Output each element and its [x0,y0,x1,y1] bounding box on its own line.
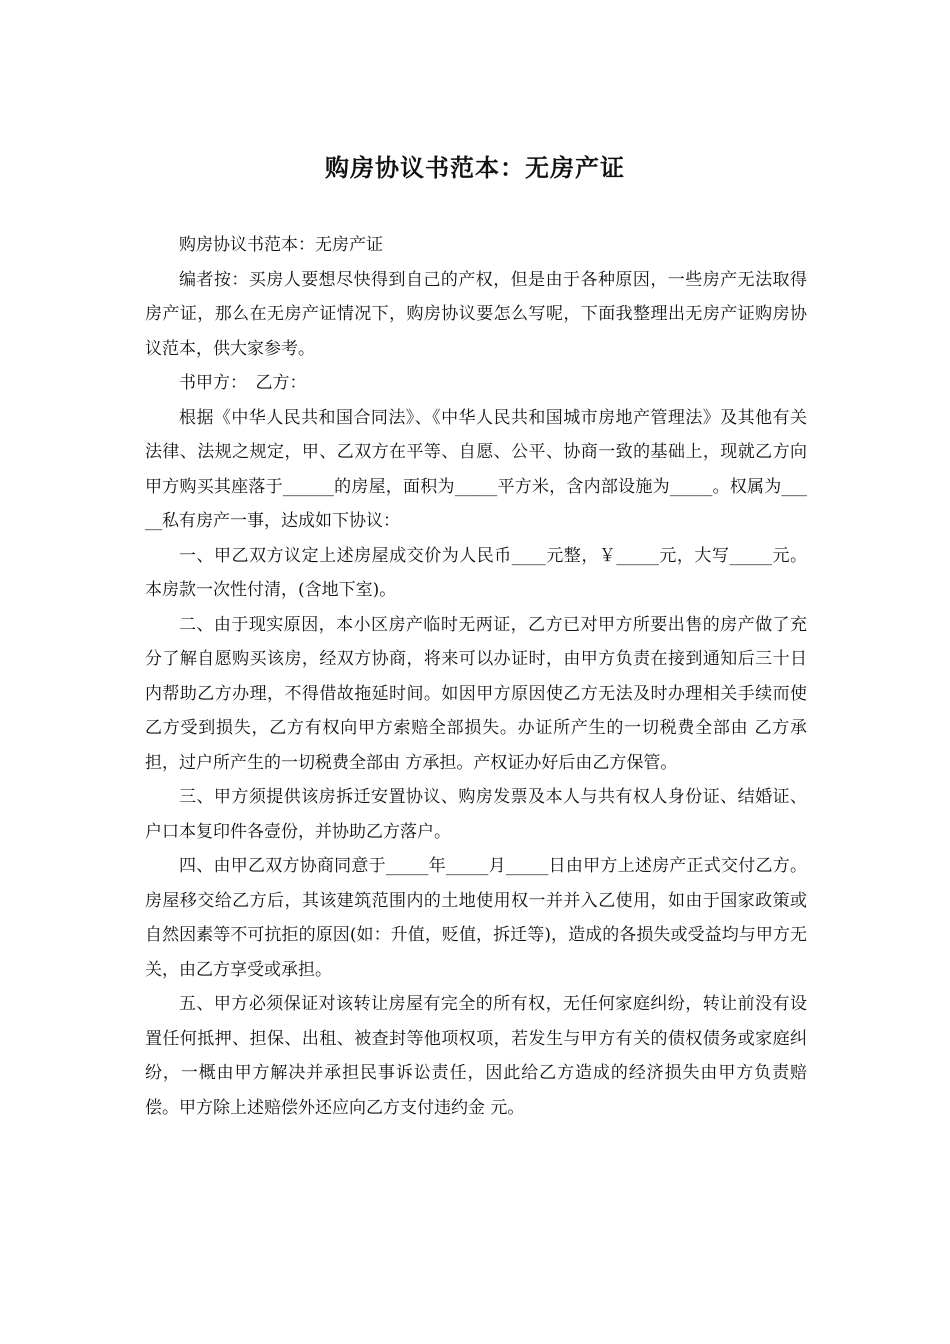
paragraph-clause-1: 一、甲乙双方议定上述房屋成交价为人民币____元整，￥_____元，大写_____元。本房款一次性付清，(含地下室)。 [145,545,807,600]
paragraph-clause-2: 二、由于现实原因，本小区房产临时无两证，乙方已对甲方所要出售的房产做了充分了解自愿购买该房，经双方协商，将来可以办证时，由甲方负责在接到通知后三十日内帮助乙方办理，不得借故拖延时间。如因甲方原因使乙方无法及时办理相关手续而使乙方受到损失，乙方有权向甲方索赔全部损失。办证所产生的一切税费全部由 乙方承担，过户所产生的一切税费全部由 方承担。产权证办好后由乙方保管。 [145,614,807,773]
paragraph-subtitle: 购房协议书范本：无房产证 [179,235,383,255]
paragraph-parties: 书甲方： 乙方： [179,373,307,393]
paragraph-clause-3: 三、甲方须提供该房拆迁安置协议、购房发票及本人与共有权人身份证、结婚证、户口本复印件各壹份，并协助乙方落户。 [145,787,807,842]
document-body [145,228,807,1125]
paragraph-clause-5: 五、甲方必须保证对该转让房屋有完全的所有权，无任何家庭纠纷，转让前没有设置任何抵押、担保、出租、被查封等他项权项，若发生与甲方有关的债权债务或家庭纠纷，一概由甲方解决并承担民事诉讼责任，因此给乙方造成的经济损失由甲方负责赔偿。甲方除上述赔偿外还应向乙方支付违约金 元。 [145,994,807,1118]
document-title: 购房协议书范本：无房产证 [325,153,625,182]
paragraph-editor-note: 编者按：买房人要想尽快得到自己的产权，但是由于各种原因，一些房产无法取得房产证，那么在无房产证情况下，购房协议要怎么写呢，下面我整理出无房产证购房协议范本，供大家参考。 [145,269,807,359]
paragraph-clause-4: 四、由甲乙双方协商同意于_____年_____月_____日由甲方上述房产正式交付乙方。房屋移交给乙方后，其该建筑范围内的土地使用权一并并入乙使用，如由于国家政策或自然因素等不可抗拒的原因(如：升值，贬值，拆迁等)，造成的各损失或受益均与甲方无关，由乙方享受或承担。 [145,856,807,980]
paragraph-preamble: 根据《中华人民共和国合同法》、《中华人民共和国城市房地产管理法》及其他有关法律、法规之规定，甲、乙双方在平等、自愿、公平、协商一致的基础上，现就乙方向甲方购买其座落于______的房屋，面积为_____平方米，含内部设施为_____。权属为_____私有房产一事，达成如下协议： [145,407,807,531]
